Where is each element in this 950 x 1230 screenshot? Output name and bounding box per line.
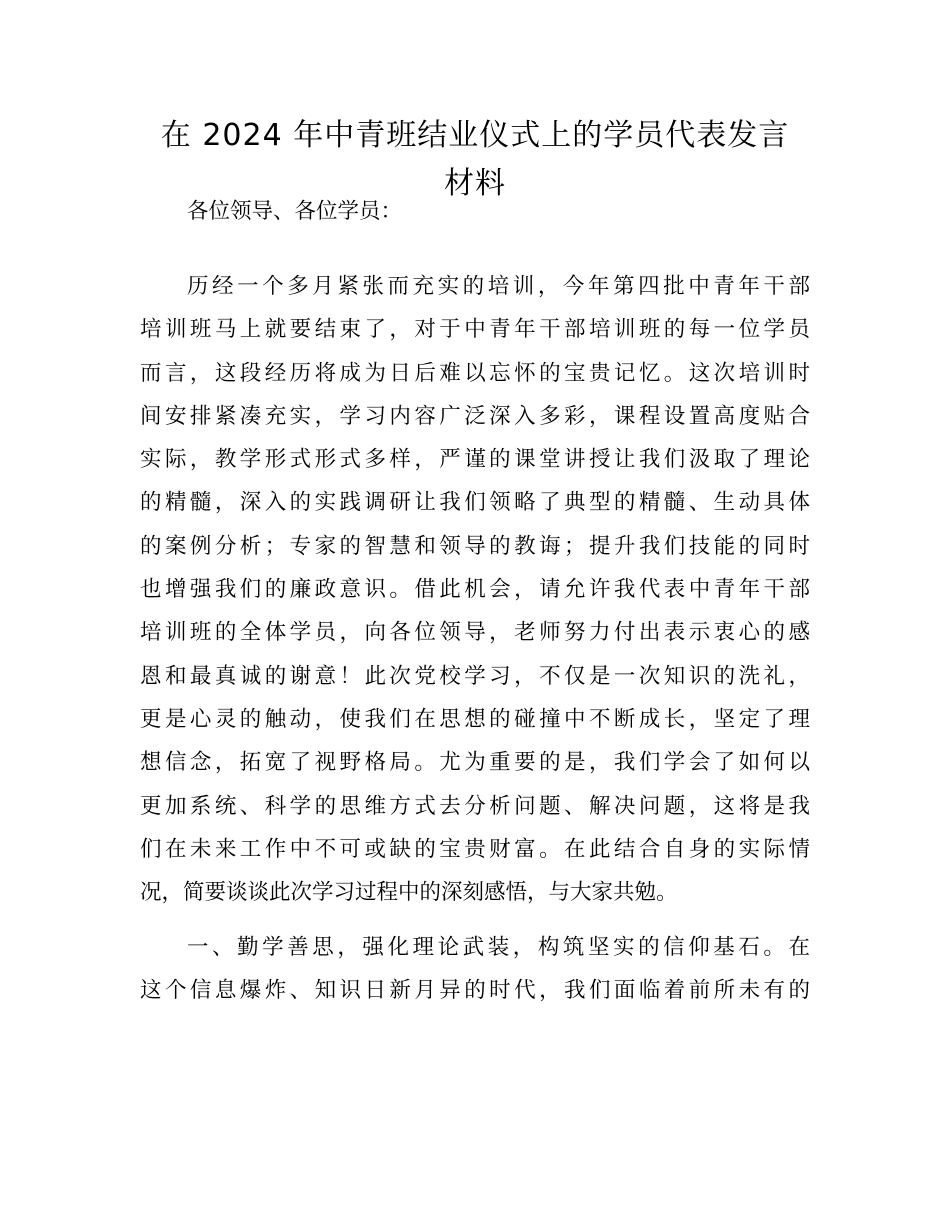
paragraph-line: 培训班的全体学员，向各位领导，老师努力付出表示衷心的感 [140,620,810,646]
paragraph-line: 实际，教学形式形式多样，严谨的课堂讲授让我们汲取了理论 [140,447,810,473]
paragraph-line: 而言，这段经历将成为日后难以忘怀的宝贵记忆。这次培训时 [140,360,810,386]
paragraph-line: 更加系统、科学的思维方式去分析问题、解决问题，这将是我 [140,793,810,819]
paragraph-line: 一、勤学善思，强化理论武装，构筑坚实的信仰基石。在 [187,935,810,960]
salutation: 各位领导、各位学员： [187,199,403,224]
title-line-2: 材料 [444,166,506,201]
paragraph-2 [140,926,810,1013]
paragraph-line: 们在未来工作中不可或缺的宝贵财富。在此结合自身的实际情 [140,836,810,862]
paragraph-line: 也增强我们的廉政意识。借此机会，请允许我代表中青年干部 [140,577,810,603]
paragraph-line: 这个信息爆炸、知识日新月异的时代，我们面临着前所未有的 [140,978,810,1004]
paragraph-line: 培训班马上就要结束了，对于中青年干部培训班的每一位学员 [140,317,810,343]
paragraph-line: 况，简要谈谈此次学习过程中的深刻感悟，与大家共勉。 [140,880,678,906]
paragraph-line: 恩和最真诚的谢意！此次党校学习，不仅是一次知识的洗礼， [140,663,810,689]
paragraph-1 [140,265,810,914]
paragraph-line: 历经一个多月紧张而充实的培训，今年第四批中青年干部 [187,274,810,299]
paragraph-line: 想信念，拓宽了视野格局。尤为重要的是，我们学会了如何以 [140,750,810,776]
title-line-1: 在 2024 年中青班结业仪式上的学员代表发言 [160,118,790,153]
paragraph-line: 间安排紧凑充实，学习内容广泛深入多彩，课程设置高度贴合 [140,403,810,429]
paragraph-line: 的精髓，深入的实践调研让我们领略了典型的精髓、生动具体 [140,490,810,516]
paragraph-line: 更是心灵的触动，使我们在思想的碰撞中不断成长，坚定了理 [140,706,810,732]
paragraph-line: 的案例分析；专家的智慧和领导的教诲；提升我们技能的同时 [140,533,810,559]
